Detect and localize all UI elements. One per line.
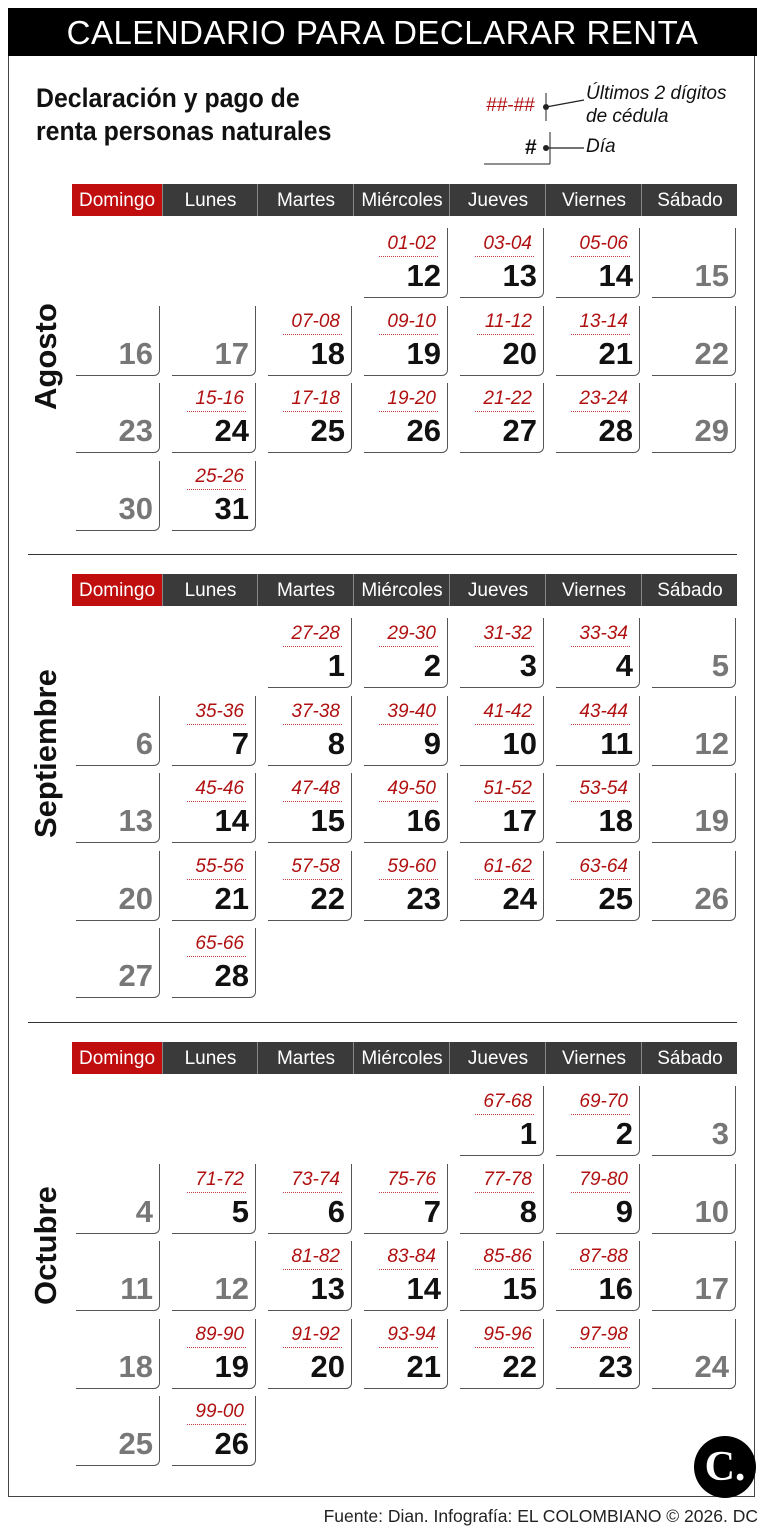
- day-number: 10: [694, 1193, 729, 1229]
- day-cell: [172, 851, 256, 921]
- weekday-3: Miércoles: [353, 1042, 450, 1074]
- day-number: 18: [598, 803, 633, 838]
- weekday-6: Sábado: [641, 1042, 738, 1074]
- day-cell: [652, 1086, 736, 1156]
- weekday-5: Viernes: [545, 574, 642, 606]
- weekday-0: Domingo: [72, 574, 162, 606]
- day-cell: [652, 696, 736, 766]
- day-number: 12: [406, 258, 441, 293]
- day-cell: [556, 1086, 640, 1156]
- day-number: 2: [423, 648, 441, 683]
- day-number: 27: [118, 958, 153, 993]
- day-cell: [556, 1319, 640, 1389]
- id-digits: 57-58: [283, 856, 342, 880]
- day-number: 13: [118, 803, 153, 838]
- day-cell: [172, 696, 256, 766]
- day-number: 1: [327, 648, 345, 683]
- day-number: 24: [502, 880, 537, 916]
- day-number: 23: [118, 413, 153, 448]
- id-digits: 05-06: [571, 233, 630, 257]
- id-digits: 83-84: [379, 1246, 438, 1270]
- id-digits: 61-62: [475, 856, 534, 880]
- id-digits: 25-26: [187, 466, 246, 490]
- weekday-0: Domingo: [72, 184, 162, 216]
- day-number: 13: [502, 258, 537, 293]
- day-cell: [652, 1319, 736, 1389]
- day-cell: [76, 851, 160, 921]
- id-digits: 85-86: [475, 1246, 534, 1270]
- day-cell: [76, 1319, 160, 1389]
- day-cell: [172, 928, 256, 998]
- id-digits: 21-22: [475, 388, 534, 412]
- day-cell: [460, 851, 544, 921]
- id-digits: 95-96: [475, 1324, 534, 1348]
- day-cell: [460, 1319, 544, 1389]
- day-cell: [268, 696, 352, 766]
- day-number: 5: [231, 1193, 249, 1229]
- id-digits: 75-76: [379, 1169, 438, 1193]
- day-cell: [460, 228, 544, 298]
- id-digits: 67-68: [475, 1091, 534, 1115]
- day-number: 25: [310, 413, 345, 448]
- day-cell: [364, 383, 448, 453]
- day-cell: [460, 1241, 544, 1311]
- id-digits: 27-28: [283, 623, 342, 647]
- id-digits: 31-32: [475, 623, 534, 647]
- id-digits: 09-10: [379, 311, 438, 335]
- weekday-6: Sábado: [641, 574, 738, 606]
- weekday-1: Lunes: [162, 574, 258, 606]
- day-number: 30: [118, 490, 153, 526]
- id-digits: 55-56: [187, 856, 246, 880]
- weekday-3: Miércoles: [353, 574, 450, 606]
- day-cell: [268, 851, 352, 921]
- day-number: 22: [694, 335, 729, 371]
- day-cell: [556, 306, 640, 376]
- day-cell: [268, 618, 352, 688]
- day-cell: [76, 1164, 160, 1234]
- day-cell: [268, 306, 352, 376]
- id-digits: 13-14: [571, 311, 630, 335]
- day-cell: [268, 773, 352, 843]
- day-number: 11: [600, 725, 633, 761]
- day-number: 17: [214, 335, 249, 371]
- day-cell: [76, 383, 160, 453]
- day-number: 23: [406, 880, 441, 916]
- day-cell: [652, 618, 736, 688]
- day-number: 10: [502, 725, 537, 761]
- id-digits: 79-80: [571, 1169, 630, 1193]
- month-label: Septiembre: [28, 669, 63, 838]
- legend-code-description: [586, 82, 746, 128]
- day-cell: [364, 1319, 448, 1389]
- id-digits: 43-44: [571, 701, 630, 725]
- weekday-4: Jueves: [449, 184, 546, 216]
- day-number: 9: [615, 1193, 633, 1229]
- day-cell: [460, 1086, 544, 1156]
- id-digits: 87-88: [571, 1246, 630, 1270]
- legend-day-description: Día: [586, 136, 616, 157]
- day-number: 15: [502, 1271, 537, 1306]
- weekday-header: [72, 574, 737, 606]
- day-cell: [364, 1164, 448, 1234]
- id-digits: 41-42: [475, 701, 534, 725]
- day-number: 26: [214, 1426, 249, 1461]
- weekday-header: [72, 184, 737, 216]
- day-cell: [172, 383, 256, 453]
- day-number: 4: [615, 648, 633, 683]
- id-digits: 91-92: [283, 1324, 342, 1348]
- day-cell: [268, 1319, 352, 1389]
- id-digits: 15-16: [187, 388, 246, 412]
- day-number: 6: [327, 1193, 345, 1229]
- legend-code-text-1: Últimos 2 dígitos: [586, 83, 727, 104]
- subtitle: [36, 82, 331, 148]
- id-digits: 71-72: [187, 1169, 246, 1193]
- weekday-header: [72, 1042, 737, 1074]
- day-cell: [652, 306, 736, 376]
- day-cell: [556, 618, 640, 688]
- day-number: 20: [310, 1348, 345, 1384]
- legend-code-text-2: de cédula: [586, 106, 669, 127]
- weekday-3: Miércoles: [353, 184, 450, 216]
- day-number: 21: [406, 1348, 441, 1384]
- el-colombiano-logo: C.: [694, 1436, 756, 1498]
- day-cell: [556, 1241, 640, 1311]
- id-digits: 65-66: [187, 933, 246, 957]
- weekday-1: Lunes: [162, 1042, 258, 1074]
- day-number: 29: [694, 413, 729, 448]
- day-number: 25: [598, 880, 633, 916]
- day-number: 18: [118, 1348, 153, 1384]
- day-cell: [556, 1164, 640, 1234]
- day-cell: [364, 306, 448, 376]
- day-number: 25: [118, 1426, 153, 1461]
- weekday-5: Viernes: [545, 184, 642, 216]
- day-cell: [556, 383, 640, 453]
- day-cell: [76, 461, 160, 531]
- day-number: 7: [231, 725, 249, 761]
- weekday-2: Martes: [257, 184, 354, 216]
- id-digits: 77-78: [475, 1169, 534, 1193]
- id-digits: 19-20: [379, 388, 438, 412]
- day-number: 14: [406, 1271, 441, 1306]
- day-cell: [172, 1241, 256, 1311]
- day-number: 18: [310, 335, 345, 371]
- day-number: 2: [615, 1116, 633, 1151]
- day-number: 5: [711, 648, 729, 683]
- day-cell: [76, 696, 160, 766]
- day-cell: [172, 1319, 256, 1389]
- day-number: 21: [598, 335, 633, 371]
- day-number: 7: [423, 1193, 441, 1229]
- day-number: 12: [214, 1271, 249, 1306]
- footer-credit: Fuente: Dian. Infografía: EL COLOMBIANO © 2026. DC: [323, 1506, 758, 1526]
- day-cell: [364, 1241, 448, 1311]
- day-cell: [76, 306, 160, 376]
- day-number: 19: [694, 803, 729, 838]
- day-number: 26: [406, 413, 441, 448]
- day-cell: [556, 228, 640, 298]
- weekday-6: Sábado: [641, 184, 738, 216]
- day-cell: [172, 461, 256, 531]
- weekday-2: Martes: [257, 1042, 354, 1074]
- weekday-0: Domingo: [72, 1042, 162, 1074]
- day-number: 17: [694, 1271, 729, 1306]
- day-cell: [76, 1396, 160, 1466]
- id-digits: 73-74: [283, 1169, 342, 1193]
- day-number: 12: [694, 725, 729, 761]
- id-digits: 93-94: [379, 1324, 438, 1348]
- id-digits: 49-50: [379, 778, 438, 802]
- day-number: 24: [214, 413, 249, 448]
- day-number: 3: [711, 1116, 729, 1151]
- day-cell: [172, 1396, 256, 1466]
- id-digits: 99-00: [187, 1401, 246, 1425]
- day-number: 14: [214, 803, 249, 838]
- day-number: 16: [598, 1271, 633, 1306]
- day-number: 22: [310, 880, 345, 916]
- day-number: 21: [214, 880, 249, 916]
- day-number: 27: [502, 413, 537, 448]
- day-cell: [652, 851, 736, 921]
- day-cell: [652, 228, 736, 298]
- day-number: 28: [598, 413, 633, 448]
- id-digits: 37-38: [283, 701, 342, 725]
- day-cell: [364, 851, 448, 921]
- day-cell: [652, 1241, 736, 1311]
- day-cell: [460, 1164, 544, 1234]
- day-cell: [652, 383, 736, 453]
- weekday-4: Jueves: [449, 1042, 546, 1074]
- day-number: 8: [519, 1193, 537, 1229]
- id-digits: 23-24: [571, 388, 630, 412]
- subtitle-line-2: renta personas naturales: [36, 116, 332, 146]
- day-number: 4: [135, 1193, 153, 1229]
- day-cell: [364, 618, 448, 688]
- legend-day-sample: #: [525, 136, 537, 159]
- day-cell: [652, 1164, 736, 1234]
- id-digits: 81-82: [283, 1246, 342, 1270]
- day-cell: [76, 773, 160, 843]
- day-cell: [460, 618, 544, 688]
- day-number: 23: [598, 1348, 633, 1384]
- day-number: 8: [327, 725, 345, 761]
- id-digits: 29-30: [379, 623, 438, 647]
- day-number: 9: [423, 725, 441, 761]
- day-cell: [76, 1241, 160, 1311]
- id-digits: 45-46: [187, 778, 246, 802]
- id-digits: 97-98: [571, 1324, 630, 1348]
- day-cell: [76, 928, 160, 998]
- day-cell: [172, 1164, 256, 1234]
- id-digits: 17-18: [283, 388, 342, 412]
- month-divider: [28, 554, 737, 555]
- day-cell: [652, 773, 736, 843]
- day-number: 20: [118, 880, 153, 916]
- month-divider: [28, 1022, 737, 1023]
- weekday-5: Viernes: [545, 1042, 642, 1074]
- day-number: 3: [519, 648, 537, 683]
- day-number: 17: [502, 803, 537, 838]
- day-cell: [364, 773, 448, 843]
- day-number: 22: [502, 1348, 537, 1384]
- legend-code-sample: ##-##: [486, 95, 535, 116]
- day-number: 1: [519, 1116, 537, 1151]
- day-number: 15: [310, 803, 345, 838]
- id-digits: 53-54: [571, 778, 630, 802]
- id-digits: 01-02: [379, 233, 438, 257]
- id-digits: 03-04: [475, 233, 534, 257]
- day-number: 13: [310, 1271, 345, 1306]
- id-digits: 59-60: [379, 856, 438, 880]
- day-cell: [364, 696, 448, 766]
- weekday-2: Martes: [257, 574, 354, 606]
- day-number: 11: [120, 1271, 153, 1306]
- day-number: 24: [694, 1348, 729, 1384]
- id-digits: 11-12: [477, 311, 534, 335]
- day-cell: [460, 773, 544, 843]
- id-digits: 69-70: [571, 1091, 630, 1115]
- day-cell: [268, 1241, 352, 1311]
- day-cell: [460, 306, 544, 376]
- day-number: 14: [598, 258, 633, 293]
- day-number: 26: [694, 880, 729, 916]
- day-cell: [556, 696, 640, 766]
- day-cell: [556, 851, 640, 921]
- id-digits: 51-52: [475, 778, 534, 802]
- day-number: 31: [214, 490, 249, 526]
- day-cell: [460, 696, 544, 766]
- id-digits: 47-48: [283, 778, 342, 802]
- day-number: 19: [406, 335, 441, 371]
- weekday-1: Lunes: [162, 184, 258, 216]
- day-cell: [172, 306, 256, 376]
- day-number: 16: [118, 335, 153, 371]
- day-cell: [364, 228, 448, 298]
- day-cell: [556, 773, 640, 843]
- day-number: 28: [214, 958, 249, 993]
- id-digits: 39-40: [379, 701, 438, 725]
- day-cell: [460, 383, 544, 453]
- day-number: 20: [502, 335, 537, 371]
- day-cell: [268, 383, 352, 453]
- day-number: 19: [214, 1348, 249, 1384]
- id-digits: 89-90: [187, 1324, 246, 1348]
- weekday-4: Jueves: [449, 574, 546, 606]
- day-number: 6: [135, 725, 153, 761]
- id-digits: 07-08: [283, 311, 342, 335]
- month-label: Agosto: [28, 303, 63, 410]
- day-number: 15: [694, 258, 729, 293]
- month-label: Octubre: [28, 1186, 63, 1305]
- id-digits: 35-36: [187, 701, 246, 725]
- subtitle-line-1: Declaración y pago de: [36, 83, 300, 113]
- id-digits: 33-34: [571, 623, 630, 647]
- day-number: 16: [406, 803, 441, 838]
- day-cell: [172, 773, 256, 843]
- id-digits: 63-64: [571, 856, 630, 880]
- day-cell: [268, 1164, 352, 1234]
- page-title: CALENDARIO PARA DECLARAR RENTA: [8, 8, 757, 56]
